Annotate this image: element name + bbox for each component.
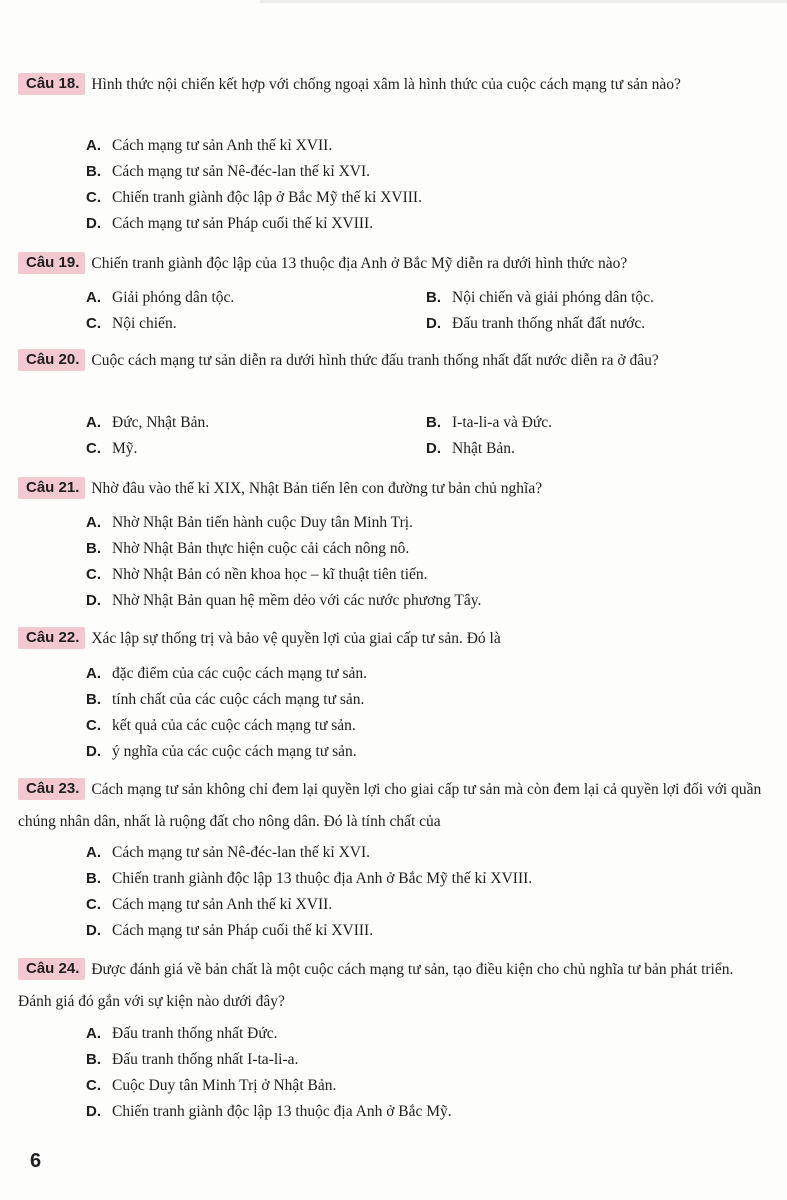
- option-c[interactable]: [86, 562, 428, 588]
- option-letter: D.: [426, 315, 441, 332]
- option-text: Giải phóng dân tộc.: [112, 289, 235, 306]
- question-23: [0, 774, 787, 939]
- option-letter: B.: [86, 870, 101, 887]
- option-c[interactable]: [86, 892, 332, 918]
- option-text: Nhờ Nhật Bản quan hệ mềm dẻo với các nước phương Tây.: [112, 592, 482, 609]
- option-text: Chiến tranh giành độc lập 13 thuộc địa Anh ở Bắc Mỹ.: [112, 1103, 452, 1120]
- top-border: [260, 0, 787, 3]
- question-20: [0, 345, 787, 457]
- option-letter: D.: [86, 743, 101, 760]
- option-text: Cuộc Duy tân Minh Trị ở Nhật Bản.: [112, 1077, 337, 1094]
- question-text: Chiến tranh giành độc lập của 13 thuộc địa Anh ở Bắc Mỹ diễn ra dưới hình thức nào?: [91, 255, 628, 272]
- option-letter: C.: [86, 566, 101, 583]
- question-text: Được đánh giá về bản chất là một cuộc cách mạng tư sản, tạo điều kiện cho chủ nghĩa tư bản phát triển. Đánh giá đó gắn với sự kiện nào dưới đây?: [18, 961, 734, 1010]
- option-d[interactable]: [86, 588, 481, 614]
- question-24: [0, 954, 787, 1120]
- option-d[interactable]: [426, 311, 645, 337]
- option-text: Cách mạng tư sản Nê-đéc-lan thế kỉ XVI.: [112, 844, 371, 861]
- option-letter: C.: [86, 440, 101, 457]
- option-text: I-ta-li-a và Đức.: [452, 414, 553, 431]
- question-19: [0, 248, 787, 332]
- option-text: Cách mạng tư sản Nê-đéc-lan thế kỉ XVI.: [112, 163, 371, 180]
- page-number: 6: [30, 1150, 42, 1172]
- option-text: tính chất của các cuộc cách mạng tư sản.: [112, 691, 365, 708]
- question-label: Câu 19.: [18, 252, 85, 274]
- option-d[interactable]: [86, 211, 373, 237]
- option-text: kết quả của các cuộc cách mạng tư sản.: [112, 717, 356, 734]
- option-text: Nhờ Nhật Bản thực hiện cuộc cải cách nông nô.: [112, 540, 410, 557]
- option-text: Cách mạng tư sản Anh thế kỉ XVII.: [112, 896, 333, 913]
- option-text: Đấu tranh thống nhất Đức.: [112, 1025, 278, 1042]
- option-text: Cách mạng tư sản Anh thế kỉ XVII.: [112, 137, 333, 154]
- option-d[interactable]: [86, 739, 357, 765]
- option-a[interactable]: [86, 510, 413, 536]
- question-stem: [18, 774, 769, 838]
- option-d[interactable]: [86, 1099, 452, 1125]
- option-text: Đấu tranh thống nhất I-ta-li-a.: [112, 1051, 299, 1068]
- question-21: [0, 473, 787, 609]
- option-text: Đấu tranh thống nhất đất nước.: [452, 315, 646, 332]
- option-a[interactable]: [86, 133, 332, 159]
- option-letter: C.: [86, 315, 101, 332]
- option-b[interactable]: [86, 866, 532, 892]
- question-text: Cách mạng tư sản không chỉ đem lại quyền lợi cho giai cấp tư sản mà còn đem lại cả quyền lợi đối với quần chúng nhân dân, nhất là ruộng đất cho nông dân. Đó là tính chất của: [18, 781, 762, 830]
- option-letter: A.: [86, 514, 101, 531]
- question-label: Câu 22.: [18, 627, 85, 649]
- question-stem: [18, 954, 769, 1018]
- question-text: Xác lập sự thống trị và bảo vệ quyền lợi của giai cấp tư sản. Đó là: [91, 630, 501, 647]
- option-text: Nội chiến và giải phóng dân tộc.: [452, 289, 654, 306]
- option-b[interactable]: [86, 159, 370, 185]
- option-letter: B.: [86, 1051, 101, 1068]
- option-letter: A.: [86, 414, 101, 431]
- option-c[interactable]: [86, 1073, 336, 1099]
- question-18: [0, 69, 787, 232]
- option-text: Nhật Bản.: [452, 440, 515, 457]
- question-text: Cuộc cách mạng tư sản diễn ra dưới hình thức đấu tranh thống nhất đất nước diễn ra ở đâu?: [91, 352, 659, 369]
- question-stem: [18, 345, 769, 377]
- option-text: Đức, Nhật Bản.: [112, 414, 210, 431]
- option-letter: D.: [86, 592, 101, 609]
- option-b[interactable]: [86, 536, 409, 562]
- question-label: Câu 18.: [18, 73, 85, 95]
- option-letter: B.: [86, 691, 101, 708]
- question-label: Câu 24.: [18, 958, 85, 980]
- option-b[interactable]: [86, 687, 364, 713]
- option-text: Nội chiến.: [112, 315, 177, 332]
- question-stem: [18, 623, 769, 655]
- option-text: Chiến tranh giành độc lập 13 thuộc địa Anh ở Bắc Mỹ thế kỉ XVIII.: [112, 870, 533, 887]
- option-text: đặc điểm của các cuộc cách mạng tư sản.: [112, 665, 367, 682]
- option-a[interactable]: [86, 840, 370, 866]
- option-letter: A.: [86, 665, 101, 682]
- question-label: Câu 20.: [18, 349, 85, 371]
- option-letter: D.: [426, 440, 441, 457]
- question-stem: [18, 69, 769, 101]
- option-a[interactable]: [86, 285, 234, 311]
- option-b[interactable]: [86, 1047, 298, 1073]
- option-d[interactable]: [426, 436, 515, 462]
- option-a[interactable]: [86, 1021, 278, 1047]
- question-label: Câu 23.: [18, 778, 85, 800]
- option-letter: A.: [86, 1025, 101, 1042]
- question-text: Hình thức nội chiến kết hợp với chống ngoại xâm là hình thức của cuộc cách mạng tư sản nào?: [91, 76, 681, 93]
- option-text: ý nghĩa của các cuộc cách mạng tư sản.: [112, 743, 357, 760]
- option-text: Chiến tranh giành độc lập ở Bắc Mỹ thế kỉ XVIII.: [112, 189, 422, 206]
- question-label: Câu 21.: [18, 477, 85, 499]
- option-c[interactable]: [86, 436, 137, 462]
- option-letter: C.: [86, 717, 101, 734]
- option-letter: B.: [426, 414, 441, 431]
- option-letter: D.: [86, 1103, 101, 1120]
- option-letter: B.: [426, 289, 441, 306]
- option-letter: D.: [86, 215, 101, 232]
- question-22: [0, 623, 787, 760]
- option-text: Nhờ Nhật Bản có nền khoa học – kĩ thuật tiên tiến.: [112, 566, 428, 583]
- option-letter: C.: [86, 896, 101, 913]
- option-a[interactable]: [86, 661, 367, 687]
- option-c[interactable]: [86, 185, 422, 211]
- option-text: Cách mạng tư sản Pháp cuối thế kỉ XVIII.: [112, 922, 374, 939]
- question-text: Nhờ đâu vào thế kỉ XIX, Nhật Bản tiến lên con đường tư bản chủ nghĩa?: [91, 480, 543, 497]
- option-letter: C.: [86, 189, 101, 206]
- option-text: Mỹ.: [112, 440, 138, 457]
- option-d[interactable]: [86, 918, 373, 944]
- option-text: Cách mạng tư sản Pháp cuối thế kỉ XVIII.: [112, 215, 374, 232]
- option-b[interactable]: [426, 285, 654, 311]
- option-text: Nhờ Nhật Bản tiến hành cuộc Duy tân Minh Trị.: [112, 514, 413, 531]
- option-c[interactable]: [86, 311, 177, 337]
- option-c[interactable]: [86, 713, 356, 739]
- option-letter: B.: [86, 163, 101, 180]
- option-letter: D.: [86, 922, 101, 939]
- question-stem: [18, 248, 769, 280]
- option-letter: A.: [86, 137, 101, 154]
- option-letter: C.: [86, 1077, 101, 1094]
- option-a[interactable]: [86, 410, 209, 436]
- option-letter: A.: [86, 289, 101, 306]
- option-b[interactable]: [426, 410, 552, 436]
- option-letter: B.: [86, 540, 101, 557]
- question-stem: [18, 473, 769, 505]
- option-letter: A.: [86, 844, 101, 861]
